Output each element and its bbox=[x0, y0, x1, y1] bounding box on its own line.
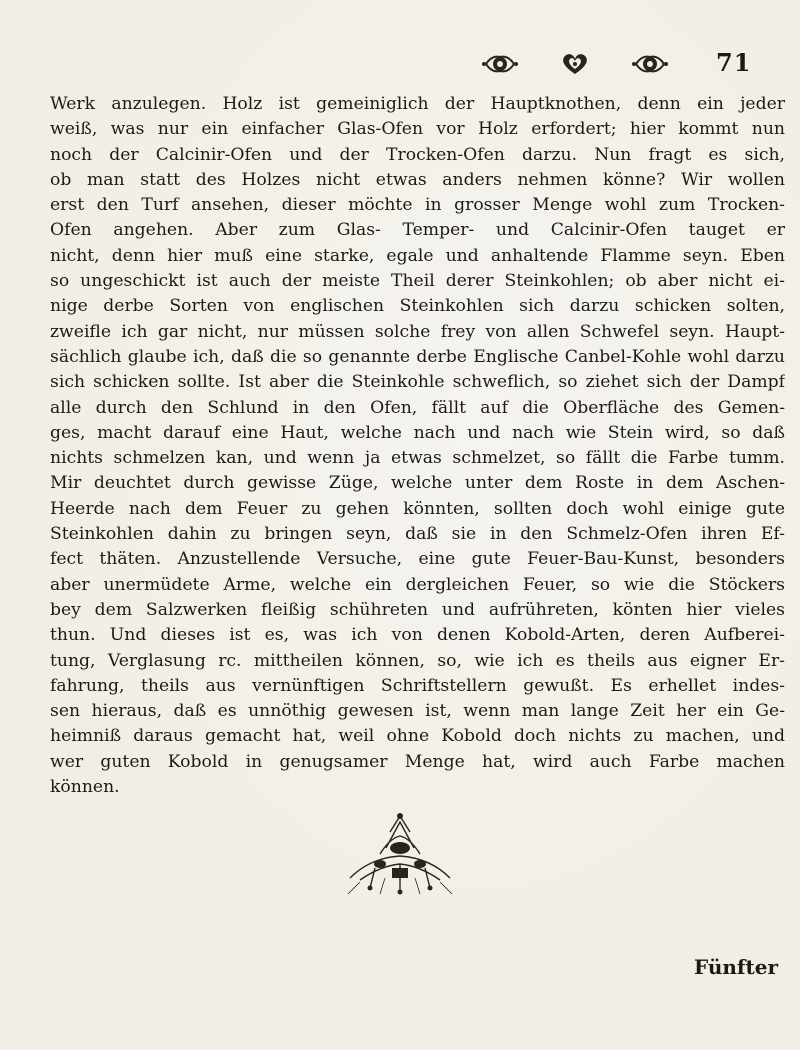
text-line: aber unermüdete Arme, welche ein dergleichen Feuer, so wie die Stöckers bbox=[50, 574, 785, 595]
text-line: können. bbox=[50, 777, 120, 798]
text-line: fahrung, theils aus vernünftigen Schriftstellern gewußt. Es erhellet indes- bbox=[50, 675, 785, 696]
rose-ornament-icon bbox=[630, 51, 670, 77]
text-line: Steinkohlen dahin zu bringen seyn, daß sie in den Schmelz-Ofen ihren Ef- bbox=[50, 524, 785, 545]
heart-ornament-icon bbox=[555, 51, 595, 77]
text-line: heimniß daraus gemacht hat, weil ohne Kobold doch nichts zu machen, und bbox=[50, 726, 785, 747]
text-line: nicht, denn hier muß eine starke, egale und anhaltende Flamme seyn. Eben bbox=[50, 245, 785, 266]
text-line: Werk anzulegen. Holz ist gemeiniglich der Hauptknothen, denn ein jeder bbox=[50, 94, 785, 114]
text-line: weiß, was nur ein einfacher Glas-Ofen vor Holz erfordert; hier kommt nun bbox=[50, 119, 785, 140]
text-line: noch der Calcinir-Ofen und der Trocken-Ofen darzu. Nun fragt es sich, bbox=[50, 144, 785, 165]
rose-ornament-icon bbox=[480, 51, 520, 77]
text-line: fect thäten. Anzustellende Versuche, eine gute Feuer-Bau-Kunst, besonders bbox=[50, 549, 785, 570]
text-line: so ungeschickt ist auch der meiste Theil derer Steinkohlen; ob aber nicht ei- bbox=[50, 271, 785, 292]
text-line: nichts schmelzen kan, und wenn ja etwas schmelzet, so fällt die Farbe tumm. bbox=[50, 448, 785, 469]
text-line: ob man statt des Holzes nicht etwas anders nehmen könne? Wir wollen bbox=[50, 169, 785, 190]
text-line: wer guten Kobold in genugsamer Menge hat, wird auch Farbe machen bbox=[50, 751, 785, 772]
text-line: thun. Und dieses ist es, was ich von denen Kobold-Arten, deren Aufberei- bbox=[50, 625, 785, 646]
text-line: alle durch den Schlund in den Ofen, fällt auf die Oberfläche des Gemen- bbox=[50, 397, 785, 418]
text-line: ges, macht darauf eine Haut, welche nach und nach wie Stein wird, so daß bbox=[50, 422, 785, 443]
text-line: zweifle ich gar nicht, nur müssen solche frey von allen Schwefel seyn. Haupt- bbox=[50, 321, 785, 342]
text-line: sen hieraus, daß es unnöthig gewesen ist, wenn man lange Zeit her ein Ge- bbox=[50, 701, 785, 722]
decorative-vignette-icon bbox=[330, 808, 470, 898]
header-ornaments bbox=[480, 50, 670, 78]
page-number: 71 bbox=[716, 48, 752, 77]
text-line: sächlich glaube ich, daß die so genannte derbe Englische Canbel-Kohle wohl darzu bbox=[50, 346, 785, 367]
text-line: Ofen angehen. Aber zum Glas- Temper- und Calcinir-Ofen tauget er bbox=[50, 220, 785, 241]
text-line: Mir deuchtet durch gewisse Züge, welche unter dem Roste in dem Aschen- bbox=[50, 473, 785, 494]
catchword: Fünfter bbox=[694, 955, 779, 979]
text-line: tung, Verglasung rc. mittheilen können, so, wie ich es theils aus eigner Er- bbox=[50, 650, 785, 671]
body-text bbox=[50, 92, 785, 800]
text-line: Heerde nach dem Feuer zu gehen könnten, sollten doch wohl einige gute bbox=[50, 498, 785, 519]
text-line: erst den Turf ansehen, dieser möchte in grosser Menge wohl zum Trocken- bbox=[50, 195, 785, 216]
text-line: bey dem Salzwerken fleißig schühreten und aufrühreten, könten hier vieles bbox=[50, 599, 785, 620]
text-line: sich schicken sollte. Ist aber die Steinkohle schweflich, so ziehet sich der Dampf bbox=[50, 372, 785, 393]
text-line: nige derbe Sorten von englischen Steinkohlen sich darzu schicken solten, bbox=[50, 296, 785, 317]
